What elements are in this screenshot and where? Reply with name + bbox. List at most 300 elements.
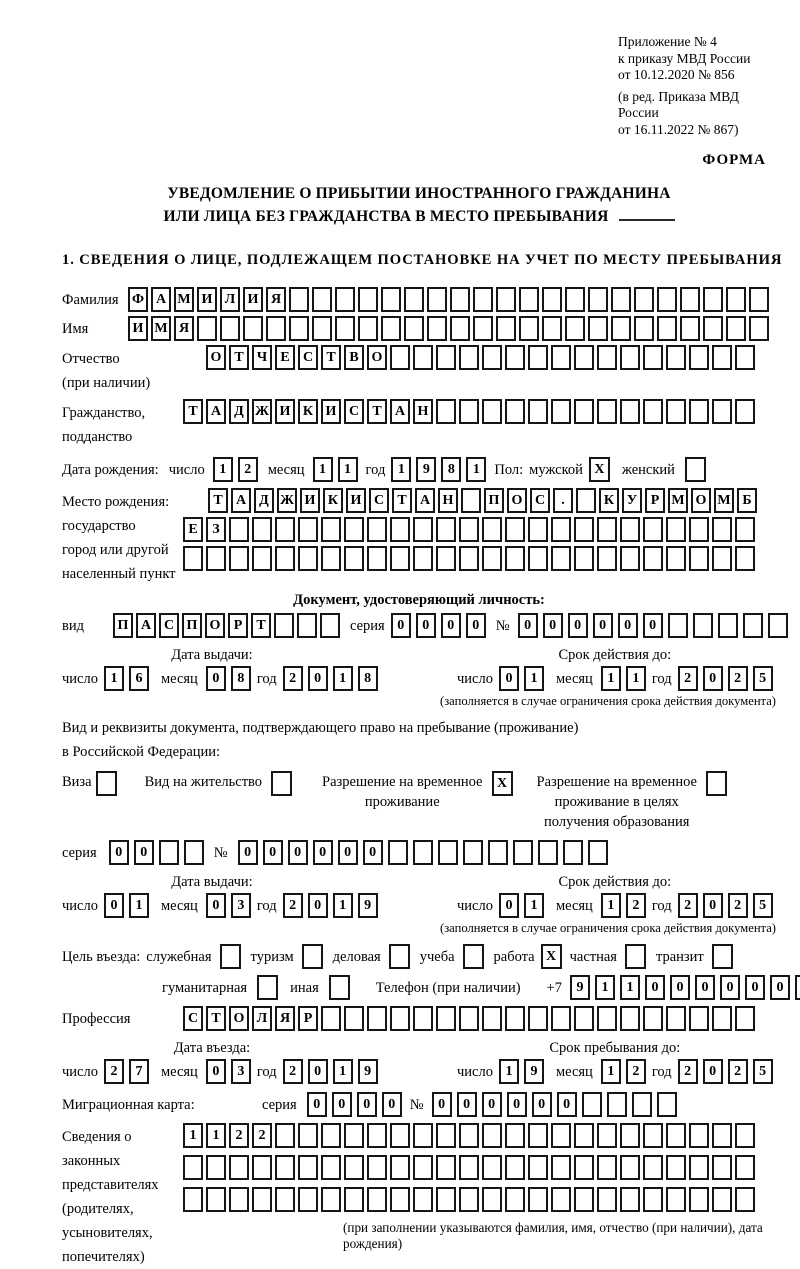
char-cell[interactable] [528, 517, 548, 542]
char-cell[interactable] [183, 1155, 203, 1180]
char-cell[interactable] [297, 613, 317, 638]
char-cell[interactable] [634, 287, 654, 312]
char-cell[interactable] [436, 1155, 456, 1180]
char-cell[interactable] [666, 546, 686, 571]
char-cell[interactable]: 8 [441, 457, 461, 482]
char-cell[interactable] [505, 399, 525, 424]
char-cell[interactable] [482, 1123, 502, 1148]
char-cell[interactable] [528, 345, 548, 370]
char-cell[interactable] [473, 316, 493, 341]
char-cell[interactable] [666, 1155, 686, 1180]
expiry-month-cells[interactable] [601, 666, 646, 691]
char-cell[interactable]: 2 [728, 1059, 748, 1084]
permit-issue-year-cells[interactable] [283, 893, 378, 918]
char-cell[interactable] [482, 546, 502, 571]
char-cell[interactable]: 2 [626, 1059, 646, 1084]
char-cell[interactable] [436, 1006, 456, 1031]
char-cell[interactable]: А [151, 287, 171, 312]
char-cell[interactable]: 2 [283, 893, 303, 918]
char-cell[interactable]: 1 [466, 457, 486, 482]
char-cell[interactable] [206, 1155, 226, 1180]
char-cell[interactable] [229, 1155, 249, 1180]
char-cell[interactable] [712, 1155, 732, 1180]
char-cell[interactable]: 9 [358, 893, 378, 918]
char-cell[interactable] [689, 399, 709, 424]
char-cell[interactable]: О [507, 488, 527, 513]
doc-series-cells[interactable] [391, 613, 486, 638]
char-cell[interactable] [735, 546, 755, 571]
char-cell[interactable] [220, 316, 240, 341]
char-cell[interactable] [459, 399, 479, 424]
entry-year-cells[interactable] [283, 1059, 378, 1084]
char-cell[interactable] [528, 1155, 548, 1180]
char-cell[interactable]: 0 [109, 840, 129, 865]
char-cell[interactable] [275, 1155, 295, 1180]
char-cell[interactable]: Е [183, 517, 203, 542]
permit-expiry-day-cells[interactable] [499, 893, 544, 918]
char-cell[interactable]: 0 [568, 613, 588, 638]
char-cell[interactable]: 1 [524, 893, 544, 918]
char-cell[interactable]: 0 [391, 613, 411, 638]
char-cell[interactable] [459, 1006, 479, 1031]
char-cell[interactable] [274, 613, 294, 638]
char-cell[interactable] [726, 316, 746, 341]
birth-year-cells[interactable] [391, 457, 486, 482]
char-cell[interactable] [563, 840, 583, 865]
char-cell[interactable]: А [415, 488, 435, 513]
char-cell[interactable]: С [369, 488, 389, 513]
char-cell[interactable] [597, 345, 617, 370]
char-cell[interactable] [344, 1187, 364, 1212]
char-cell[interactable] [367, 1006, 387, 1031]
char-cell[interactable] [436, 546, 456, 571]
char-cell[interactable]: С [530, 488, 550, 513]
char-cell[interactable]: 1 [129, 893, 149, 918]
char-cell[interactable] [551, 1123, 571, 1148]
char-cell[interactable] [482, 345, 502, 370]
char-cell[interactable]: 0 [593, 613, 613, 638]
char-cell[interactable] [657, 1092, 677, 1117]
char-cell[interactable] [312, 316, 332, 341]
char-cell[interactable] [367, 546, 387, 571]
char-cell[interactable]: 2 [626, 893, 646, 918]
char-cell[interactable]: Н [438, 488, 458, 513]
char-cell[interactable] [574, 1187, 594, 1212]
char-cell[interactable] [703, 316, 723, 341]
char-cell[interactable] [680, 287, 700, 312]
char-cell[interactable] [404, 287, 424, 312]
char-cell[interactable] [576, 488, 596, 513]
char-cell[interactable]: 0 [457, 1092, 477, 1117]
char-cell[interactable]: 1 [626, 666, 646, 691]
char-cell[interactable]: И [346, 488, 366, 513]
char-cell[interactable]: 2 [728, 893, 748, 918]
char-cell[interactable]: М [151, 316, 171, 341]
char-cell[interactable] [565, 287, 585, 312]
char-cell[interactable] [743, 613, 763, 638]
char-cell[interactable] [574, 345, 594, 370]
char-cell[interactable] [183, 546, 203, 571]
char-cell[interactable]: 1 [333, 666, 353, 691]
char-cell[interactable] [275, 546, 295, 571]
char-cell[interactable] [358, 287, 378, 312]
char-cell[interactable]: Р [228, 613, 248, 638]
char-cell[interactable] [574, 517, 594, 542]
char-cell[interactable]: 0 [703, 666, 723, 691]
birth-place-row3-cells[interactable] [183, 546, 755, 571]
char-cell[interactable]: 3 [231, 893, 251, 918]
expiry-day-cells[interactable] [499, 666, 544, 691]
char-cell[interactable] [388, 840, 408, 865]
char-cell[interactable] [459, 517, 479, 542]
char-cell[interactable]: С [298, 345, 318, 370]
char-cell[interactable] [689, 345, 709, 370]
char-cell[interactable]: 0 [720, 975, 740, 1000]
char-cell[interactable]: 1 [620, 975, 640, 1000]
char-cell[interactable] [607, 1092, 627, 1117]
char-cell[interactable] [496, 316, 516, 341]
char-cell[interactable] [482, 1187, 502, 1212]
char-cell[interactable] [712, 517, 732, 542]
doc-number-cells[interactable] [518, 613, 788, 638]
char-cell[interactable]: С [344, 399, 364, 424]
phone-cells[interactable] [570, 975, 800, 1000]
char-cell[interactable] [666, 399, 686, 424]
char-cell[interactable] [436, 399, 456, 424]
char-cell[interactable] [321, 1123, 341, 1148]
char-cell[interactable]: 3 [231, 1059, 251, 1084]
char-cell[interactable]: М [668, 488, 688, 513]
char-cell[interactable] [184, 840, 204, 865]
char-cell[interactable]: Ж [252, 399, 272, 424]
char-cell[interactable] [620, 1155, 640, 1180]
char-cell[interactable]: Т [183, 399, 203, 424]
char-cell[interactable]: 1 [183, 1123, 203, 1148]
char-cell[interactable] [335, 287, 355, 312]
char-cell[interactable]: 0 [338, 840, 358, 865]
char-cell[interactable] [413, 1187, 433, 1212]
char-cell[interactable]: Т [367, 399, 387, 424]
char-cell[interactable] [551, 517, 571, 542]
char-cell[interactable]: Ж [277, 488, 297, 513]
char-cell[interactable] [588, 316, 608, 341]
char-cell[interactable] [298, 1187, 318, 1212]
char-cell[interactable] [712, 1006, 732, 1031]
char-cell[interactable] [574, 399, 594, 424]
surname-cells[interactable] [128, 287, 769, 312]
char-cell[interactable] [367, 1155, 387, 1180]
char-cell[interactable] [229, 1187, 249, 1212]
char-cell[interactable] [298, 1155, 318, 1180]
char-cell[interactable] [390, 546, 410, 571]
char-cell[interactable]: 0 [206, 1059, 226, 1084]
char-cell[interactable]: 0 [618, 613, 638, 638]
char-cell[interactable] [528, 399, 548, 424]
char-cell[interactable]: Н [413, 399, 433, 424]
char-cell[interactable] [588, 287, 608, 312]
char-cell[interactable]: Т [208, 488, 228, 513]
char-cell[interactable] [657, 287, 677, 312]
char-cell[interactable]: 2 [678, 1059, 698, 1084]
char-cell[interactable] [229, 517, 249, 542]
char-cell[interactable]: 1 [333, 893, 353, 918]
char-cell[interactable]: 5 [753, 1059, 773, 1084]
char-cell[interactable] [381, 287, 401, 312]
char-cell[interactable]: И [128, 316, 148, 341]
purpose-study-checkbox[interactable] [463, 944, 484, 969]
char-cell[interactable]: К [298, 399, 318, 424]
char-cell[interactable]: 0 [206, 893, 226, 918]
char-cell[interactable] [735, 1187, 755, 1212]
char-cell[interactable]: 1 [333, 1059, 353, 1084]
char-cell[interactable]: 7 [129, 1059, 149, 1084]
char-cell[interactable]: 0 [499, 666, 519, 691]
char-cell[interactable]: М [714, 488, 734, 513]
char-cell[interactable]: 0 [238, 840, 258, 865]
char-cell[interactable]: 0 [695, 975, 715, 1000]
char-cell[interactable] [712, 1123, 732, 1148]
char-cell[interactable] [597, 546, 617, 571]
char-cell[interactable] [450, 287, 470, 312]
char-cell[interactable] [551, 345, 571, 370]
char-cell[interactable] [404, 316, 424, 341]
birth-month-cells[interactable] [313, 457, 358, 482]
char-cell[interactable] [321, 1155, 341, 1180]
char-cell[interactable] [505, 345, 525, 370]
char-cell[interactable]: 0 [134, 840, 154, 865]
char-cell[interactable]: 1 [601, 893, 621, 918]
char-cell[interactable]: Т [321, 345, 341, 370]
char-cell[interactable]: 5 [753, 893, 773, 918]
char-cell[interactable] [689, 1123, 709, 1148]
purpose-official-checkbox[interactable] [220, 944, 241, 969]
char-cell[interactable] [643, 1155, 663, 1180]
char-cell[interactable]: О [691, 488, 711, 513]
char-cell[interactable]: 1 [206, 1123, 226, 1148]
char-cell[interactable] [413, 546, 433, 571]
entry-day-cells[interactable] [104, 1059, 149, 1084]
char-cell[interactable] [390, 517, 410, 542]
char-cell[interactable]: 2 [283, 666, 303, 691]
char-cell[interactable]: 0 [507, 1092, 527, 1117]
char-cell[interactable]: И [197, 287, 217, 312]
permit-issue-day-cells[interactable] [104, 893, 149, 918]
issue-year-cells[interactable] [283, 666, 378, 691]
char-cell[interactable] [668, 613, 688, 638]
char-cell[interactable]: Т [206, 1006, 226, 1031]
char-cell[interactable]: 8 [231, 666, 251, 691]
char-cell[interactable]: 0 [499, 893, 519, 918]
char-cell[interactable] [459, 546, 479, 571]
char-cell[interactable]: И [243, 287, 263, 312]
char-cell[interactable] [275, 517, 295, 542]
char-cell[interactable]: А [390, 399, 410, 424]
char-cell[interactable] [666, 1123, 686, 1148]
char-cell[interactable] [712, 546, 732, 571]
char-cell[interactable] [413, 840, 433, 865]
char-cell[interactable]: О [229, 1006, 249, 1031]
char-cell[interactable] [712, 399, 732, 424]
char-cell[interactable] [643, 546, 663, 571]
char-cell[interactable] [505, 1123, 525, 1148]
permit-issue-month-cells[interactable] [206, 893, 251, 918]
char-cell[interactable] [643, 345, 663, 370]
char-cell[interactable] [450, 316, 470, 341]
char-cell[interactable] [482, 399, 502, 424]
char-cell[interactable] [427, 287, 447, 312]
char-cell[interactable] [381, 316, 401, 341]
migration-series-cells[interactable] [307, 1092, 402, 1117]
char-cell[interactable]: В [344, 345, 364, 370]
char-cell[interactable]: 9 [524, 1059, 544, 1084]
char-cell[interactable] [712, 1187, 732, 1212]
char-cell[interactable]: 0 [332, 1092, 352, 1117]
char-cell[interactable] [482, 1155, 502, 1180]
purpose-transit-checkbox[interactable] [712, 944, 733, 969]
char-cell[interactable] [689, 1006, 709, 1031]
char-cell[interactable] [551, 1187, 571, 1212]
char-cell[interactable] [321, 546, 341, 571]
char-cell[interactable] [482, 517, 502, 542]
char-cell[interactable] [229, 546, 249, 571]
doc-kind-cells[interactable] [113, 613, 340, 638]
char-cell[interactable]: 2 [678, 893, 698, 918]
char-cell[interactable] [436, 517, 456, 542]
temp-residence-edu-checkbox[interactable] [706, 771, 727, 796]
permit-number-cells[interactable] [238, 840, 608, 865]
char-cell[interactable] [275, 1187, 295, 1212]
char-cell[interactable]: 2 [238, 457, 258, 482]
char-cell[interactable] [693, 613, 713, 638]
birth-place-row1-cells[interactable] [208, 488, 757, 513]
char-cell[interactable] [735, 399, 755, 424]
char-cell[interactable] [252, 1187, 272, 1212]
char-cell[interactable] [344, 517, 364, 542]
char-cell[interactable] [367, 1123, 387, 1148]
char-cell[interactable] [459, 1123, 479, 1148]
char-cell[interactable] [505, 517, 525, 542]
char-cell[interactable]: 1 [601, 1059, 621, 1084]
char-cell[interactable] [519, 287, 539, 312]
char-cell[interactable] [252, 517, 272, 542]
char-cell[interactable] [367, 517, 387, 542]
char-cell[interactable] [712, 345, 732, 370]
char-cell[interactable] [459, 1187, 479, 1212]
residence-permit-checkbox[interactable] [271, 771, 292, 796]
char-cell[interactable] [335, 316, 355, 341]
issue-month-cells[interactable] [206, 666, 251, 691]
char-cell[interactable] [159, 840, 179, 865]
char-cell[interactable] [438, 840, 458, 865]
char-cell[interactable] [597, 1006, 617, 1031]
char-cell[interactable]: П [484, 488, 504, 513]
char-cell[interactable] [538, 840, 558, 865]
char-cell[interactable] [689, 517, 709, 542]
char-cell[interactable] [574, 546, 594, 571]
char-cell[interactable]: Я [266, 287, 286, 312]
representatives-row2-cells[interactable] [183, 1155, 755, 1180]
char-cell[interactable] [252, 546, 272, 571]
char-cell[interactable]: М [174, 287, 194, 312]
char-cell[interactable] [289, 316, 309, 341]
char-cell[interactable] [298, 517, 318, 542]
char-cell[interactable] [542, 287, 562, 312]
char-cell[interactable]: 0 [432, 1092, 452, 1117]
char-cell[interactable]: 0 [307, 1092, 327, 1117]
char-cell[interactable]: 1 [313, 457, 333, 482]
permit-expiry-month-cells[interactable] [601, 893, 646, 918]
profession-cells[interactable] [183, 1006, 755, 1031]
char-cell[interactable] [582, 1092, 602, 1117]
char-cell[interactable]: Я [174, 316, 194, 341]
issue-day-cells[interactable] [104, 666, 149, 691]
char-cell[interactable] [689, 546, 709, 571]
char-cell[interactable] [551, 1006, 571, 1031]
char-cell[interactable]: Т [251, 613, 271, 638]
char-cell[interactable]: О [206, 345, 226, 370]
char-cell[interactable] [749, 316, 769, 341]
char-cell[interactable]: Л [220, 287, 240, 312]
char-cell[interactable] [390, 1123, 410, 1148]
char-cell[interactable] [183, 1187, 203, 1212]
char-cell[interactable]: 1 [391, 457, 411, 482]
permit-series-cells[interactable] [109, 840, 204, 865]
char-cell[interactable] [275, 1123, 295, 1148]
purpose-work-checkbox[interactable]: X [541, 944, 562, 969]
char-cell[interactable]: 0 [703, 893, 723, 918]
char-cell[interactable] [528, 1187, 548, 1212]
char-cell[interactable] [206, 546, 226, 571]
char-cell[interactable] [574, 1123, 594, 1148]
char-cell[interactable] [551, 1155, 571, 1180]
char-cell[interactable]: И [275, 399, 295, 424]
char-cell[interactable]: Т [392, 488, 412, 513]
char-cell[interactable] [289, 287, 309, 312]
representatives-row3-cells[interactable] [183, 1187, 755, 1212]
char-cell[interactable]: 0 [482, 1092, 502, 1117]
char-cell[interactable] [206, 1187, 226, 1212]
char-cell[interactable] [643, 1187, 663, 1212]
sex-male-checkbox[interactable]: X [589, 457, 610, 482]
purpose-private-checkbox[interactable] [625, 944, 646, 969]
char-cell[interactable] [768, 613, 788, 638]
char-cell[interactable]: 1 [595, 975, 615, 1000]
char-cell[interactable]: 0 [645, 975, 665, 1000]
char-cell[interactable] [321, 1187, 341, 1212]
char-cell[interactable]: И [321, 399, 341, 424]
char-cell[interactable]: С [183, 1006, 203, 1031]
char-cell[interactable]: Я [275, 1006, 295, 1031]
char-cell[interactable] [551, 546, 571, 571]
char-cell[interactable] [689, 1155, 709, 1180]
char-cell[interactable]: 0 [543, 613, 563, 638]
char-cell[interactable] [266, 316, 286, 341]
char-cell[interactable] [611, 287, 631, 312]
char-cell[interactable] [488, 840, 508, 865]
char-cell[interactable] [482, 1006, 502, 1031]
char-cell[interactable]: 2 [104, 1059, 124, 1084]
char-cell[interactable] [574, 1155, 594, 1180]
char-cell[interactable]: 9 [570, 975, 590, 1000]
char-cell[interactable] [726, 287, 746, 312]
char-cell[interactable]: 0 [466, 613, 486, 638]
char-cell[interactable] [436, 1123, 456, 1148]
patronymic-cells[interactable] [206, 345, 755, 370]
char-cell[interactable]: 0 [703, 1059, 723, 1084]
char-cell[interactable] [390, 1006, 410, 1031]
visa-checkbox[interactable] [96, 771, 117, 796]
char-cell[interactable]: 1 [104, 666, 124, 691]
